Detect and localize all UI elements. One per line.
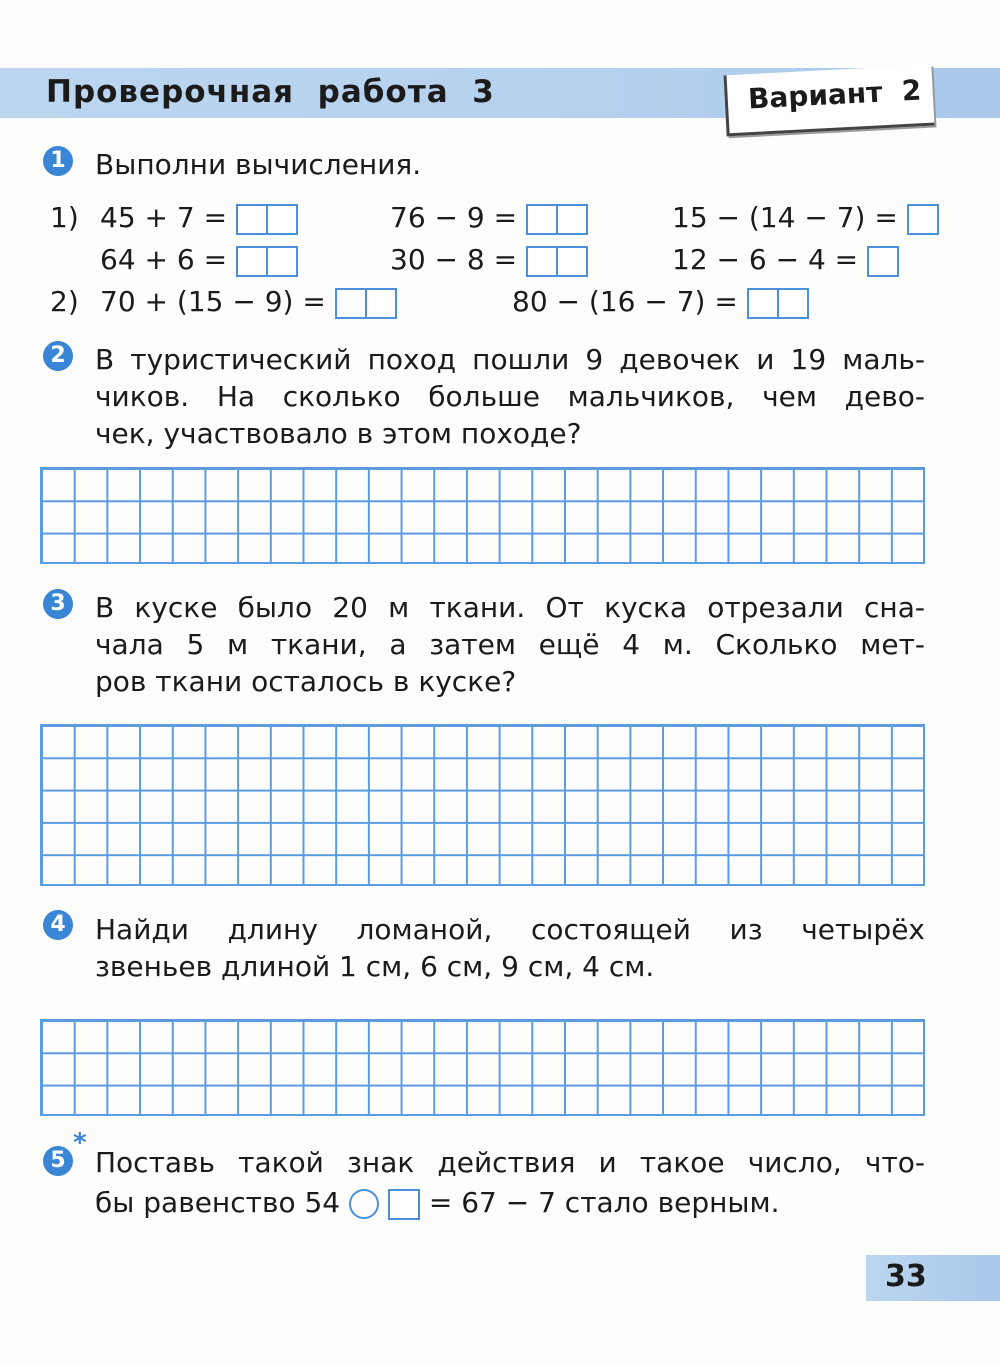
task-5-number: 5 [43, 1146, 73, 1176]
answer-box[interactable] [526, 246, 558, 277]
answer-box[interactable] [266, 204, 298, 235]
equation-1-text: 45 + 7 = [100, 201, 228, 234]
task-2-line-2: чиков. На сколько больше мальчиков, чем дево- [95, 380, 925, 413]
equation-4-text: 64 + 6 = [100, 243, 228, 276]
task-5-line-2-start: бы равенство 54 [95, 1186, 341, 1219]
answer-grid[interactable] [40, 467, 925, 564]
answer-box[interactable] [556, 246, 588, 277]
task-5-star: * [73, 1128, 87, 1158]
task-5-line-2 [95, 1186, 780, 1220]
task-4-number: 4 [43, 910, 73, 940]
page-title: Проверочная работа 3 [46, 74, 495, 110]
answer-box[interactable] [907, 204, 939, 235]
equation-6 [672, 243, 899, 277]
equation-2-text: 76 − 9 = [390, 201, 518, 234]
equation-7 [100, 285, 397, 319]
equation-8-text: 80 − (16 − 7) = [512, 285, 738, 318]
equation-4 [100, 243, 298, 277]
task-5-line-1: Поставь такой знак действия и такое число, что- [95, 1146, 925, 1179]
variant-label: Вариант 2 [747, 73, 923, 116]
answer-box[interactable] [867, 246, 899, 277]
task-2-line-3: чек, участвовало в этом походе? [95, 417, 582, 450]
task-2-line-1: В туристический поход пошли 9 девочек и 19 маль- [95, 343, 925, 376]
answer-box[interactable] [747, 288, 779, 319]
task-3-line-1: В куске было 20 м ткани. От куска отрезали сна- [95, 591, 925, 624]
answer-grid[interactable] [40, 1019, 925, 1116]
task-3-number: 3 [43, 589, 73, 619]
answer-box[interactable] [365, 288, 397, 319]
equation-3-text: 15 − (14 − 7) = [672, 201, 898, 234]
task-3-line-2: чала 5 м ткани, а затем ещё 4 м. Сколько мет- [95, 628, 925, 661]
task-2-number: 2 [43, 341, 73, 371]
task-1-row1-label: 1) [50, 201, 79, 234]
equation-6-text: 12 − 6 − 4 = [672, 243, 859, 276]
number-box[interactable] [388, 1189, 420, 1220]
answer-box[interactable] [236, 246, 268, 277]
task-1-row2-label: 2) [50, 285, 79, 318]
page-number: 33 [885, 1259, 927, 1294]
equation-7-text: 70 + (15 − 9) = [100, 285, 326, 318]
task-5-line-2-end: = 67 − 7 стало верным. [428, 1186, 780, 1219]
task-3-line-3: ров ткани осталось в куске? [95, 665, 517, 698]
equation-3 [672, 201, 939, 235]
task-1-prompt: Выполни вычисления. [95, 148, 422, 181]
equation-5 [390, 243, 588, 277]
equation-5-text: 30 − 8 = [390, 243, 518, 276]
task-4-line-1: Найди длину ломаной, состоящей из четырёх [95, 913, 925, 946]
equation-2 [390, 201, 588, 235]
task-4-line-2: звеньев длиной 1 см, 6 см, 9 см, 4 см. [95, 950, 655, 983]
operator-circle[interactable] [349, 1189, 379, 1219]
equation-8 [512, 285, 809, 319]
task-1-number: 1 [43, 146, 73, 176]
answer-box[interactable] [526, 204, 558, 235]
answer-grid[interactable] [40, 724, 925, 886]
answer-box[interactable] [266, 246, 298, 277]
answer-box[interactable] [335, 288, 367, 319]
answer-box[interactable] [556, 204, 588, 235]
answer-box[interactable] [777, 288, 809, 319]
answer-box[interactable] [236, 204, 268, 235]
equation-1 [100, 201, 298, 235]
